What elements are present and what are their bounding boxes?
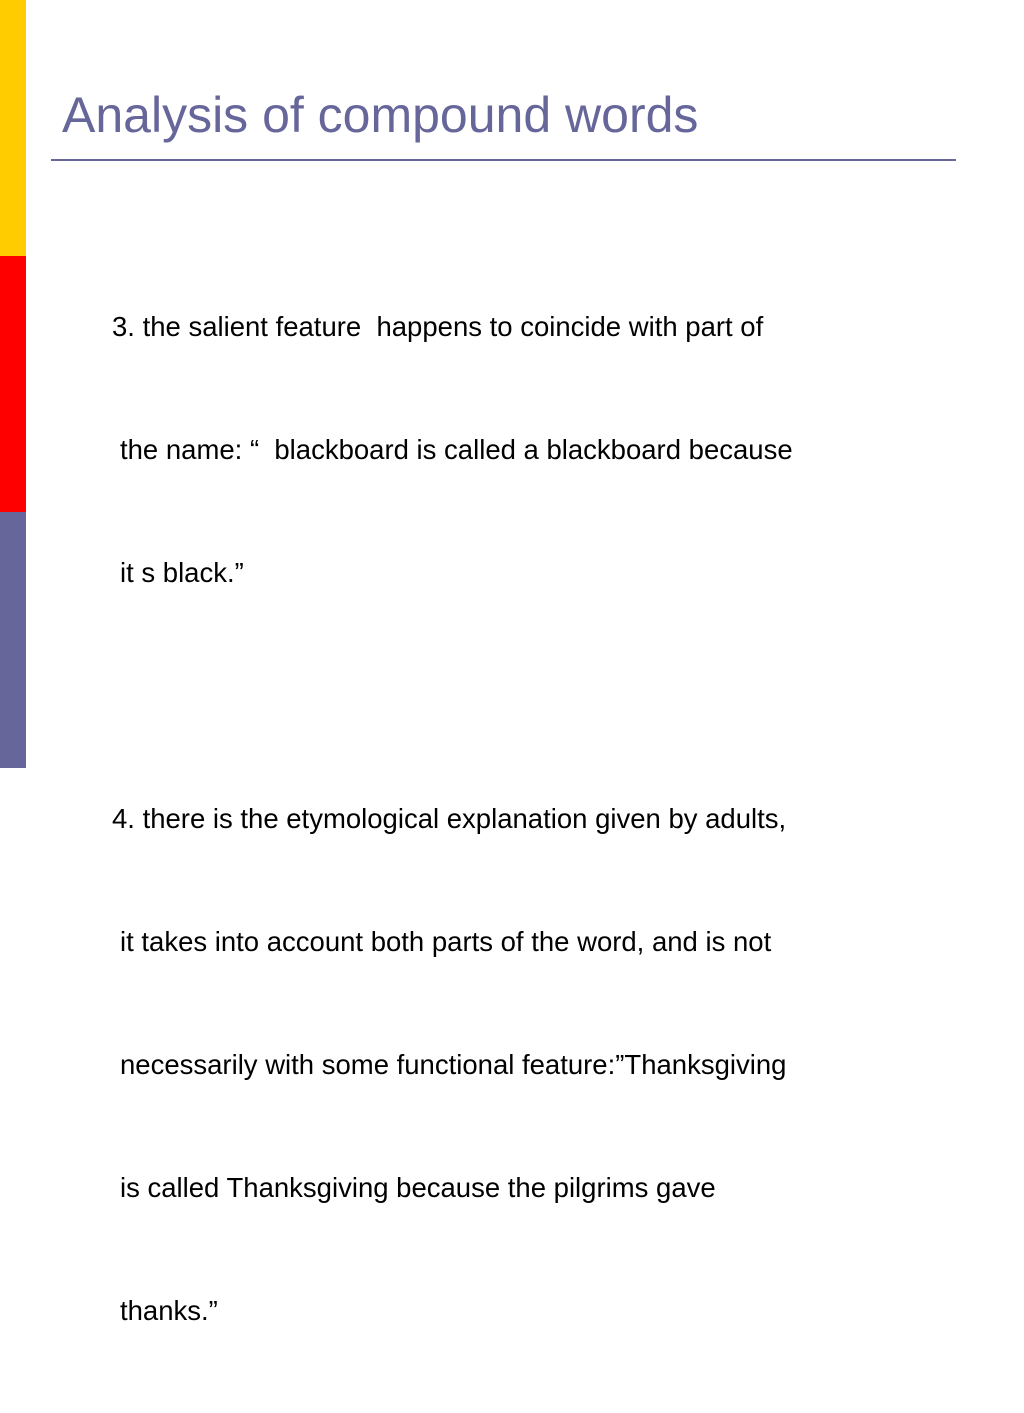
slide-title: Analysis of compound words bbox=[62, 87, 699, 143]
point-3-line-1: 3. the salient feature happens to coincide with part of bbox=[112, 311, 764, 342]
title-underline bbox=[51, 159, 956, 161]
accent-bar-blue-segment bbox=[0, 512, 26, 768]
accent-bar-yellow-segment bbox=[0, 0, 26, 256]
point-4-line-1: 4. there is the etymological explanation given by adults, bbox=[112, 803, 787, 834]
point-4-line-3: necessarily with some functional feature:”Thanksgiving bbox=[120, 1049, 787, 1080]
point-4-line-4: is called Thanksgiving because the pilgrims gave bbox=[120, 1172, 716, 1203]
point-4 bbox=[112, 716, 972, 1413]
accent-bar bbox=[0, 0, 26, 768]
point-4-line-2: it takes into account both parts of the word, and is not bbox=[120, 926, 772, 957]
point-3 bbox=[112, 224, 972, 675]
accent-bar-red-segment bbox=[0, 256, 26, 512]
slide-body bbox=[112, 224, 972, 1413]
point-3-line-3: it s black.” bbox=[120, 557, 244, 588]
point-3-line-2: the name: “ blackboard is called a blackboard because bbox=[120, 434, 793, 465]
point-4-line-5: thanks.” bbox=[120, 1295, 218, 1326]
